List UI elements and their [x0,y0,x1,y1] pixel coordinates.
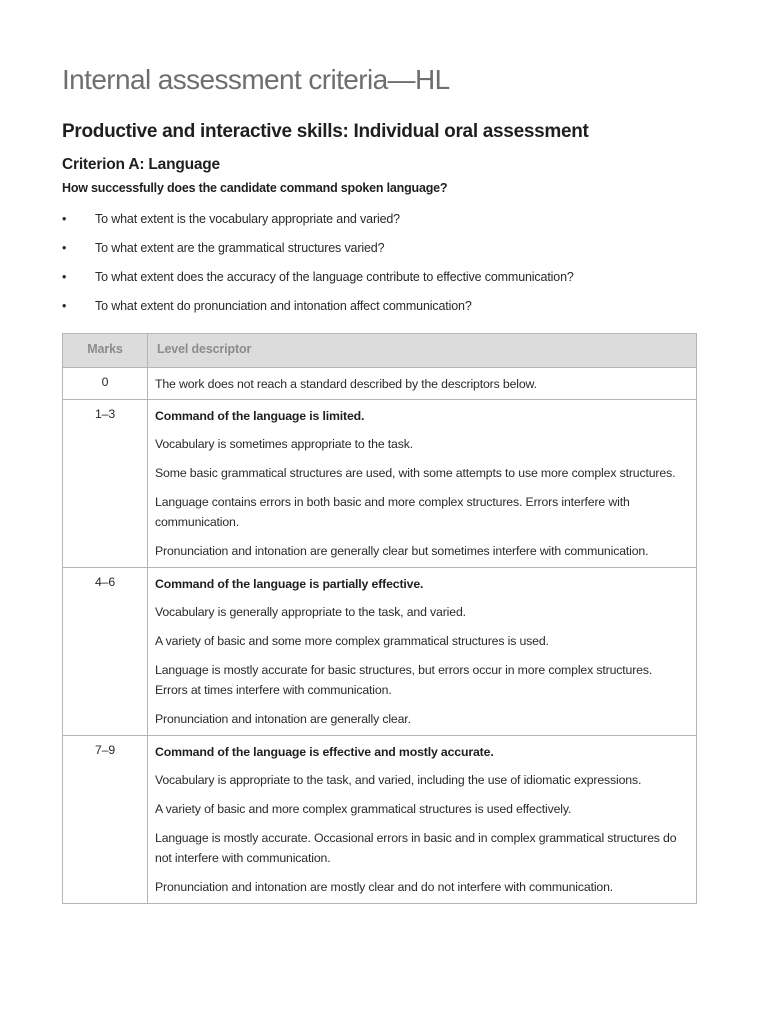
descriptor-line: Pronunciation and intonation are generally clear. [155,712,411,726]
bullet-icon: • [62,270,67,284]
marks-cell: 0 [63,368,148,400]
list-item [62,299,722,328]
descriptor-line: A variety of basic and more complex grammatical structures is used effectively. [155,802,572,816]
list-item [62,270,722,299]
table-row [63,368,697,400]
descriptor-cell [148,568,697,736]
bullet-icon: • [62,299,67,313]
descriptor-summary: Command of the language is effective and mostly accurate. [155,745,494,759]
descriptor-summary: Command of the language is limited. [155,409,365,423]
marks-cell: 1–3 [63,400,148,568]
descriptor-line: Pronunciation and intonation are generally clear but sometimes interfere with communication. [155,544,649,558]
level-descriptor-table [62,333,697,904]
descriptor-line: The work does not reach a standard described by the descriptors below. [155,377,537,391]
list-item-text: To what extent is the vocabulary appropriate and varied? [95,212,400,226]
descriptor-cell [148,368,697,400]
table-row [63,568,697,736]
descriptor-column-header: Level descriptor [148,334,697,368]
page-title: Internal assessment criteria—HL [62,64,450,95]
descriptor-cell [148,400,697,568]
list-item [62,212,722,241]
descriptor-line: Some basic grammatical structures are used, with some attempts to use more complex structures. [155,466,676,480]
descriptor-line: Vocabulary is generally appropriate to the task, and varied. [155,605,466,619]
criterion-title: Criterion A: Language [62,156,220,173]
table-header-row [63,334,697,368]
descriptor-line: Pronunciation and intonation are mostly clear and do not interfere with communication. [155,880,614,894]
table-row [63,400,697,568]
descriptor-line: Vocabulary is appropriate to the task, and varied, including the use of idiomatic expressions. [155,773,642,787]
list-item-text: To what extent are the grammatical structures varied? [95,241,385,255]
list-item-text: To what extent does the accuracy of the language contribute to effective communication? [95,270,574,284]
descriptor-line: Vocabulary is sometimes appropriate to the task. [155,437,413,451]
bullet-icon: • [62,241,67,255]
list-item-text: To what extent do pronunciation and intonation affect communication? [95,299,472,313]
question-list [62,212,722,328]
descriptor-cell [148,736,697,904]
guiding-question: How successfully does the candidate command spoken language? [62,181,448,195]
marks-cell: 7–9 [63,736,148,904]
descriptor-summary: Command of the language is partially effective. [155,577,424,591]
list-item [62,241,722,270]
descriptor-line: Language is mostly accurate. Occasional errors in basic and in complex grammatical structures do not interfere with communication. [155,831,677,865]
descriptor-line: A variety of basic and some more complex grammatical structures is used. [155,634,549,648]
marks-cell: 4–6 [63,568,148,736]
descriptor-line: Language contains errors in both basic and more complex structures. Errors interfere with communication. [155,495,630,529]
bullet-icon: • [62,212,67,226]
table-row [63,736,697,904]
marks-column-header: Marks [63,334,148,368]
section-title: Productive and interactive skills: Individual oral assessment [62,121,589,142]
descriptor-line: Language is mostly accurate for basic structures, but errors occur in more complex structures. Errors at times interfere with communication. [155,663,653,697]
